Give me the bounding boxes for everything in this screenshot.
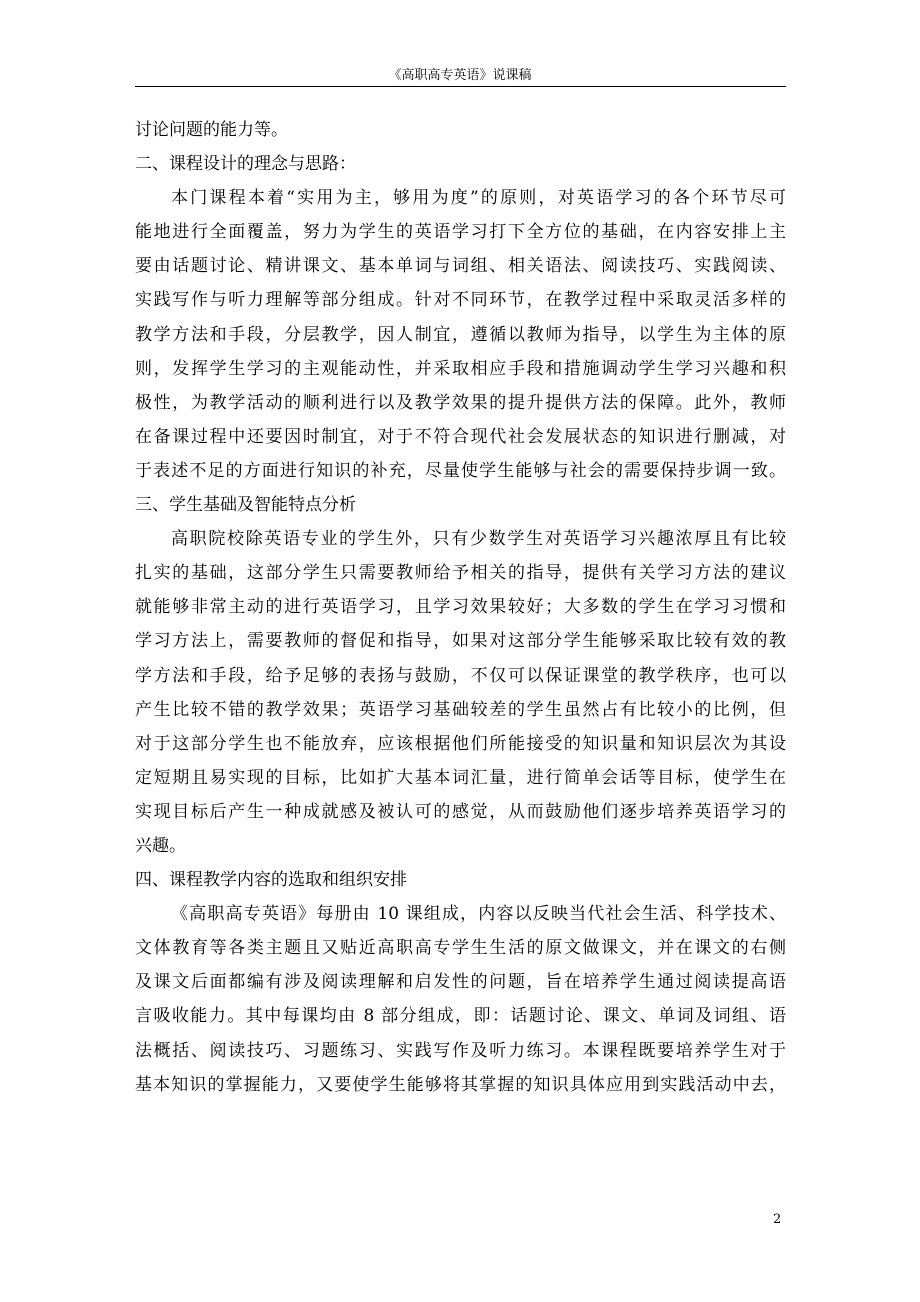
text-line: 实现目标后产生一种成就感及被认可的感觉，从而鼓励他们逐步培养英语学习的 bbox=[135, 801, 786, 822]
text-line: 能地进行全面覆盖，努力为学生的英语学习打下全方位的基础，在内容安排上主 bbox=[135, 222, 786, 243]
page-number: 2 bbox=[773, 1212, 782, 1227]
text-line: 于表述不足的方面进行知识的补充，尽量使学生能够与社会的需要保持步调一致。 bbox=[135, 460, 786, 481]
text-line: 要由话题讨论、精讲课文、基本单词与词组、相关语法、阅读技巧、实践阅读、 bbox=[135, 256, 786, 277]
text-line: 《高职高专英语》每册由 10 课组成，内容以反映当代社会生活、科学技术、 bbox=[171, 904, 786, 925]
text-line: 基本知识的掌握能力，又要使学生能够将其掌握的知识具体应用到实践活动中去， bbox=[135, 1074, 786, 1095]
text-line: 本门课程本着“实用为主，够用为度”的原则，对英语学习的各个环节尽可 bbox=[171, 188, 786, 209]
text-line: 及课文后面都编有涉及阅读理解和启发性的问题，旨在培养学生通过阅读提高语 bbox=[135, 972, 786, 993]
text-line: 对于这部分学生也不能放弃，应该根据他们所能接受的知识量和知识层次为其设 bbox=[135, 733, 786, 754]
text-line: 言吸收能力。其中每课均由 8 部分组成，即：话题讨论、课文、单词及词组、语 bbox=[135, 1006, 786, 1027]
header-rule bbox=[135, 86, 786, 87]
text-line: 极性，为教学活动的顺利进行以及教学效果的提升提供方法的保障。此外，教师 bbox=[135, 392, 786, 413]
text-line: 教学方法和手段，分层教学，因人制宜，遵循以教师为指导，以学生为主体的原 bbox=[135, 324, 786, 345]
text-line: 学方法和手段，给予足够的表扬与鼓励，不仅可以保证课堂的教学秩序，也可以 bbox=[135, 665, 786, 686]
text-line: 学习方法上，需要教师的督促和指导，如果对这部分学生能够采取比较有效的教 bbox=[135, 631, 786, 652]
text-line: 在备课过程中还要因时制宜，对于不符合现代社会发展状态的知识进行删减，对 bbox=[135, 426, 786, 447]
text-line: 法概括、阅读技巧、习题练习、实践写作及听力练习。本课程既要培养学生对于 bbox=[135, 1040, 786, 1061]
text-line: 高职院校除英语专业的学生外，只有少数学生对英语学习兴趣浓厚且有比较 bbox=[171, 529, 786, 550]
text-line: 就能够非常主动的进行英语学习，且学习效果较好；大多数的学生在学习习惯和 bbox=[135, 597, 786, 618]
text-line: 扎实的基础，这部分学生只需要教师给予相关的指导，提供有关学习方法的建议 bbox=[135, 563, 786, 584]
section-heading: 二、课程设计的理念与思路： bbox=[135, 154, 356, 175]
section-heading: 三、学生基础及智能特点分析 bbox=[135, 495, 356, 516]
text-line: 兴趣。 bbox=[135, 835, 186, 856]
section-heading: 四、课程教学内容的选取和组织安排 bbox=[135, 870, 407, 891]
page-header: 《高职高专英语》说课稿 bbox=[388, 68, 532, 83]
text-line: 定短期且易实现的目标，比如扩大基本词汇量，进行简单会话等目标，使学生在 bbox=[135, 767, 786, 788]
text-line: 文体教育等各类主题且又贴近高职高专学生生活的原文做课文，并在课文的右侧 bbox=[135, 938, 786, 959]
text-line: 实践写作与听力理解等部分组成。针对不同环节，在教学过程中采取灵活多样的 bbox=[135, 290, 786, 311]
text-line: 产生比较不错的教学效果；英语学习基础较差的学生虽然占有比较小的比例，但 bbox=[135, 699, 786, 720]
text-line: 则，发挥学生学习的主观能动性，并采取相应手段和措施调动学生学习兴趣和积 bbox=[135, 358, 786, 379]
body-text bbox=[135, 113, 786, 1102]
text-line: 讨论问题的能力等。 bbox=[135, 120, 288, 140]
